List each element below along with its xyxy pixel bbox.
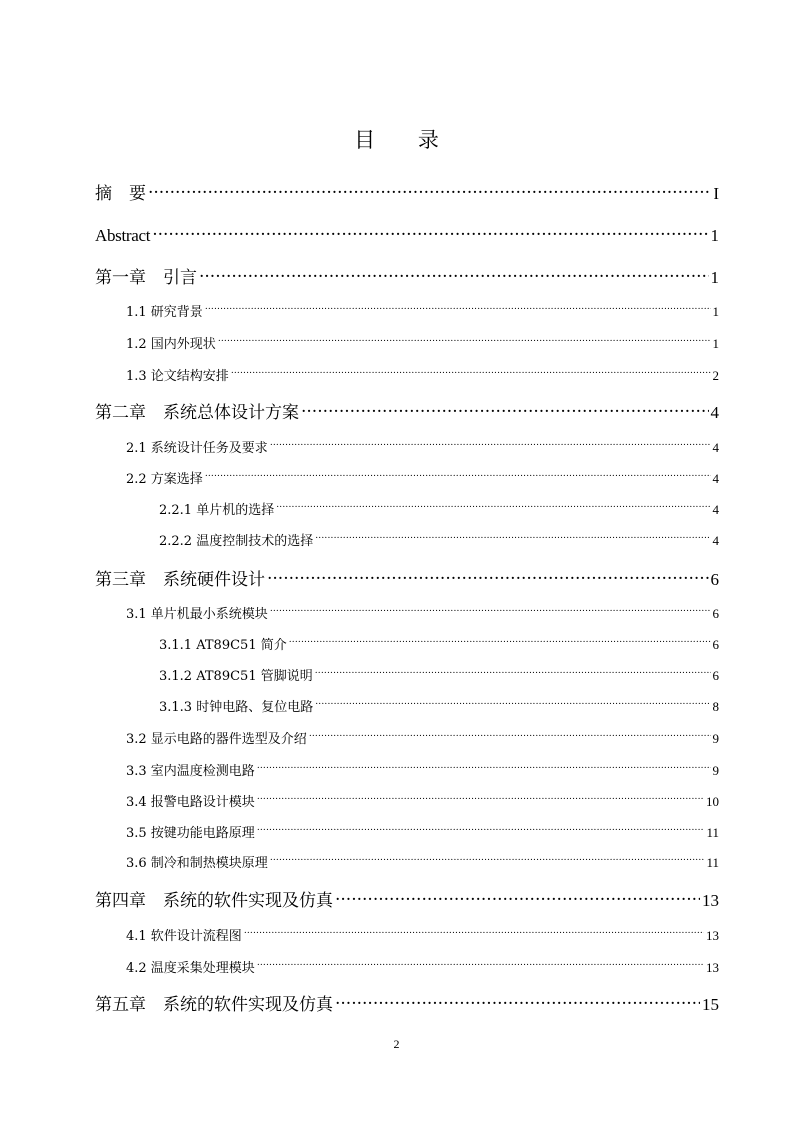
dot-leader (315, 527, 710, 545)
toc-entry-2-2[interactable] (126, 465, 719, 489)
toc-entry-label: 2.2 方案选择 (126, 472, 203, 487)
toc-entry-2-2-2[interactable] (159, 527, 719, 551)
dot-leader (205, 465, 711, 483)
toc-entry-chapter-2[interactable] (95, 396, 719, 424)
toc-entry-page: 8 (712, 699, 719, 714)
toc-entry-page: 9 (712, 763, 719, 778)
toc-entry-chapter-5[interactable] (95, 988, 719, 1016)
toc-entry-label: 1.3 论文结构安排 (126, 369, 229, 384)
toc-entry-page: 4 (710, 403, 719, 422)
toc-entry-label: 4.1 软件设计流程图 (126, 929, 242, 944)
toc-entry-label: 3.1.3 时钟电路、复位电路 (159, 700, 314, 715)
toc-entry-label: 2.2.2 温度控制技术的选择 (159, 534, 314, 549)
toc-entry-page: 1 (712, 336, 719, 351)
toc-entry-abstract-cn[interactable] (95, 177, 719, 205)
dot-leader (257, 757, 711, 775)
toc-entry-1-1[interactable] (126, 298, 719, 322)
toc-entry-page: 6 (712, 668, 719, 683)
dot-leader (218, 330, 711, 348)
toc-entry-chapter-1[interactable] (95, 261, 719, 289)
toc-entry-3-6[interactable] (126, 849, 719, 873)
toc-entry-page: 11 (706, 855, 719, 870)
toc-entry-label: 1.2 国内外现状 (126, 337, 216, 352)
toc-entry-2-2-1[interactable] (159, 496, 719, 520)
toc-entry-page: 11 (706, 825, 719, 840)
dot-leader (315, 662, 711, 680)
toc-entry-page: 1 (712, 304, 719, 319)
toc-entry-4-2[interactable] (126, 954, 719, 978)
page-number: 2 (393, 1037, 400, 1051)
toc-entry-page: 6 (710, 570, 719, 589)
toc-entry-1-3[interactable] (126, 362, 719, 386)
dot-leader (231, 362, 711, 380)
toc-entry-label: Abstract (95, 226, 151, 245)
toc-entry-label: 3.3 室内温度检测电路 (126, 764, 255, 779)
toc-entry-label: 第三章 系统硬件设计 (95, 570, 265, 590)
toc-entry-label: 3.6 制冷和制热模块原理 (126, 856, 268, 871)
dot-leader (335, 988, 700, 1010)
toc-entry-2-1[interactable] (126, 434, 719, 458)
toc-entry-label: 3.1 单片机最小系统模块 (126, 607, 268, 622)
dot-leader (244, 922, 704, 940)
dot-leader (276, 496, 710, 514)
toc-entry-page: 4 (712, 533, 719, 548)
dot-leader (301, 396, 709, 418)
toc-entry-page: 10 (706, 794, 719, 809)
toc-entry-label: 1.1 研究背景 (126, 305, 203, 320)
toc-entry-chapter-4[interactable] (95, 884, 719, 912)
toc-entry-label: 3.4 报警电路设计模块 (126, 795, 255, 810)
toc-entry-page: I (713, 184, 719, 203)
dot-leader (205, 298, 711, 316)
toc-entry-label: 3.1.2 AT89C51 管脚说明 (159, 669, 313, 684)
toc-entry-3-5[interactable] (126, 819, 719, 843)
toc-entry-page: 9 (712, 731, 719, 746)
toc-entry-3-2[interactable] (126, 725, 719, 749)
toc-entry-page: 4 (712, 440, 719, 455)
dot-leader (148, 177, 711, 199)
toc-entry-label: 第四章 系统的软件实现及仿真 (95, 891, 333, 911)
toc-entry-4-1[interactable] (126, 922, 719, 946)
toc-entry-1-2[interactable] (126, 330, 719, 354)
toc-entry-label: 3.2 显示电路的器件选型及介绍 (126, 732, 307, 747)
dot-leader (267, 563, 709, 585)
dot-leader (315, 693, 710, 711)
dot-leader (152, 219, 708, 241)
toc-entry-3-4[interactable] (126, 788, 719, 812)
toc-entry-label: 第二章 系统总体设计方案 (95, 403, 299, 423)
toc-entry-3-1[interactable] (126, 600, 719, 624)
toc-entry-page: 2 (712, 368, 719, 383)
dot-leader (257, 954, 704, 972)
toc-entry-page: 6 (712, 637, 719, 652)
dot-leader (257, 788, 704, 806)
dot-leader (309, 725, 711, 743)
dot-leader (270, 600, 711, 618)
toc-entry-page: 4 (712, 502, 719, 517)
toc-entry-label: 2.2.1 单片机的选择 (159, 503, 275, 518)
dot-leader (270, 849, 705, 867)
toc-entry-label: 3.5 按键功能电路原理 (126, 826, 255, 841)
page-title: 目 录 (354, 128, 457, 152)
toc-entry-3-1-1[interactable] (159, 631, 719, 655)
toc-entry-page: 6 (712, 606, 719, 621)
dot-leader (270, 434, 711, 452)
toc-entry-page: 4 (712, 471, 719, 486)
toc-entry-label: 第一章 引言 (95, 268, 197, 288)
toc-entry-page: 13 (706, 960, 719, 975)
dot-leader (289, 631, 711, 649)
toc-entry-page: 1 (710, 226, 719, 245)
toc-entry-page: 1 (710, 268, 719, 287)
dot-leader (199, 261, 709, 283)
toc-entry-page: 13 (702, 891, 719, 910)
toc-entry-page: 15 (702, 995, 719, 1014)
toc-entry-label: 4.2 温度采集处理模块 (126, 961, 255, 976)
toc-entry-label: 2.1 系统设计任务及要求 (126, 441, 268, 456)
dot-leader (257, 819, 705, 837)
toc-entry-3-1-2[interactable] (159, 662, 719, 686)
toc-entry-label: 3.1.1 AT89C51 简介 (159, 638, 287, 653)
toc-entry-chapter-3[interactable] (95, 563, 719, 591)
toc-entry-label: 摘 要 (95, 184, 146, 204)
toc-entry-label: 第五章 系统的软件实现及仿真 (95, 995, 333, 1015)
dot-leader (335, 884, 700, 906)
toc-entry-3-3[interactable] (126, 757, 719, 781)
toc-entry-page: 13 (706, 928, 719, 943)
toc-entry-abstract-en[interactable] (95, 219, 719, 247)
toc-entry-3-1-3[interactable] (159, 693, 719, 717)
